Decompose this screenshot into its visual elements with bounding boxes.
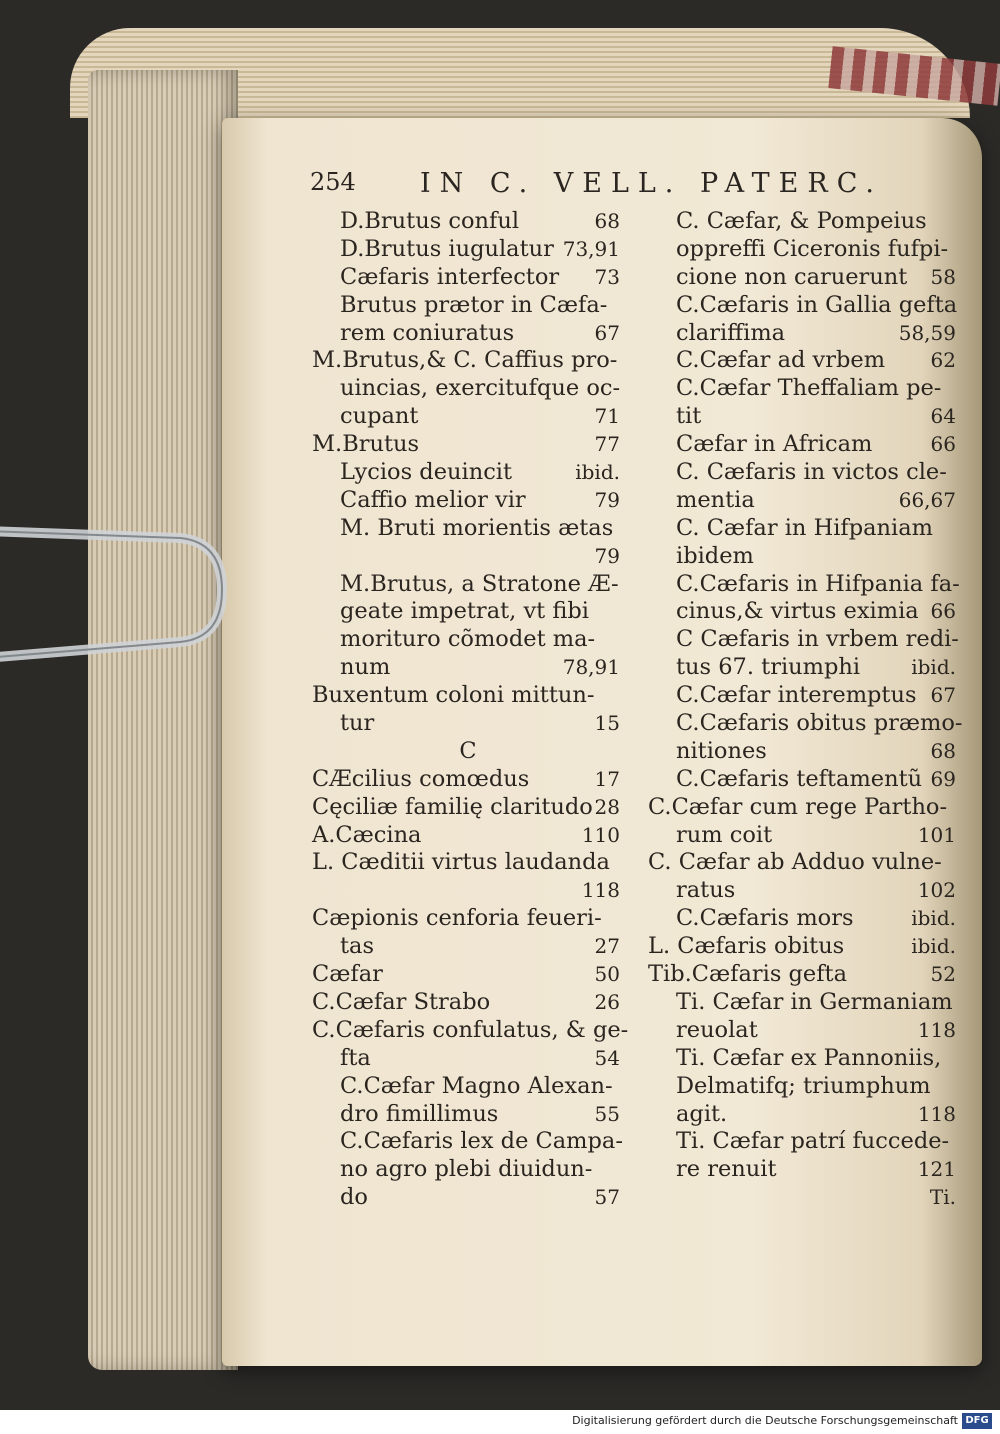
index-entry-page-ref: 121 — [917, 1157, 956, 1182]
index-entry-text: tas — [340, 933, 375, 960]
index-entry — [648, 1184, 960, 1212]
index-entry-text: C — [459, 737, 477, 764]
index-entry-text: re renuit — [676, 1156, 777, 1183]
index-entry-page-ref: 118 — [917, 1017, 956, 1042]
index-entry — [648, 1045, 960, 1073]
index-entry-text: M. Bruti morientis ætas — [340, 514, 614, 541]
index-entry — [648, 459, 960, 487]
index-entry — [648, 431, 960, 459]
index-entry — [312, 933, 624, 961]
index-entry-page-ref: 102 — [917, 878, 956, 903]
index-entry-text: M.Brutus, a Stratone Æ- — [340, 570, 619, 597]
index-entry-page-ref: 58 — [930, 264, 956, 289]
index-entry-text: D.Brutus iugulatur — [340, 235, 554, 262]
index-entry — [648, 905, 960, 933]
index-entry-page-ref: 58,59 — [898, 320, 956, 345]
index-entry-page-ref: 67 — [594, 320, 620, 345]
index-entry — [312, 375, 624, 403]
index-entry — [648, 487, 960, 515]
index-entry-page-ref: 118 — [581, 878, 620, 903]
index-entry — [312, 1073, 624, 1101]
index-entry-page-ref: 79 — [594, 543, 620, 568]
index-entry — [648, 1101, 960, 1129]
index-entry — [312, 515, 624, 543]
index-entry — [312, 905, 624, 933]
index-entry — [648, 515, 960, 543]
index-entry-text: Buxentum coloni mittun- — [312, 682, 595, 709]
index-entry-text: clariffima — [676, 319, 786, 346]
index-entry-text: ibidem — [676, 542, 754, 569]
index-entry — [312, 1101, 624, 1129]
index-entry — [312, 682, 624, 710]
index-entry-page-ref: 55 — [594, 1101, 620, 1126]
index-column-right — [648, 208, 963, 1212]
index-entry — [648, 571, 960, 599]
index-entry — [648, 849, 960, 877]
index-entry-page-ref: 52 — [930, 962, 956, 987]
index-entry — [312, 989, 624, 1017]
index-entry — [648, 403, 960, 431]
index-entry-page-ref: 26 — [594, 989, 620, 1014]
index-entry — [312, 347, 624, 375]
index-entry-page-ref: Ti. — [929, 1185, 956, 1210]
index-entry-page-ref: 17 — [594, 766, 620, 791]
index-entry-text: Tib.Cæfaris gefta — [648, 961, 848, 988]
index-entry — [312, 1184, 624, 1212]
index-entry — [312, 1128, 624, 1156]
index-entry-text: C.Cæfaris in Gallia gefta — [676, 291, 958, 318]
index-entry-text: num — [340, 654, 391, 681]
index-entry — [648, 543, 960, 571]
index-entry — [312, 738, 624, 766]
index-entry-text: do — [340, 1184, 368, 1211]
index-column-left — [312, 208, 629, 1212]
index-entry — [648, 375, 960, 403]
index-entry — [312, 543, 624, 571]
index-entry-page-ref: 68 — [594, 209, 620, 233]
index-entry-text: L. Cæditii virtus laudanda — [312, 849, 610, 876]
index-entry-page-ref: 62 — [930, 348, 956, 373]
index-entry — [648, 654, 960, 682]
index-entry-text: C.Cæfaris mors — [676, 905, 854, 932]
index-entry-text: D.Brutus conful — [340, 208, 520, 234]
index-entry-text: C Cæfaris in vrbem redi- — [676, 626, 959, 653]
index-entry — [312, 766, 624, 794]
index-entry — [648, 236, 960, 264]
index-entry-text: C.Cæfaris confulatus, & ge- — [312, 1016, 629, 1043]
index-entry-text: Caffio melior vir — [340, 486, 526, 513]
index-entry-text: CÆcilius comœdus — [312, 765, 530, 792]
index-entry — [312, 264, 624, 292]
index-entry-text: A.Cæcina — [312, 821, 422, 848]
index-entry-page-ref: 15 — [594, 711, 620, 736]
index-entry-text: C. Cæfar, & Pompeius — [676, 208, 927, 234]
index-entry — [312, 626, 624, 654]
index-entry-page-ref: 64 — [930, 404, 956, 429]
index-entry-page-ref: 57 — [594, 1185, 620, 1210]
index-entry — [648, 822, 960, 850]
index-entry-page-ref: 66 — [930, 432, 956, 457]
index-entry-text: cupant — [340, 403, 419, 430]
index-entry-text: C. Cæfaris in victos cle- — [676, 459, 947, 486]
index-entry-page-ref: ibid. — [911, 906, 956, 931]
index-entry — [312, 571, 624, 599]
index-entry — [648, 794, 960, 822]
footer-credit: Digitalisierung gefördert durch die Deutsche Forschungsgemeinschaft — [572, 1414, 958, 1427]
index-entry — [648, 320, 960, 348]
index-entry-text: no agro plebi diuidun- — [340, 1156, 593, 1183]
index-entry-page-ref: 50 — [594, 962, 620, 987]
index-entry-page-ref: 66,67 — [898, 487, 956, 512]
index-entry — [312, 822, 624, 850]
index-entry — [312, 877, 624, 905]
index-entry — [312, 236, 624, 264]
index-entry — [648, 933, 960, 961]
index-entry-text: L. Cæfaris obitus — [648, 933, 845, 960]
index-entry — [312, 403, 624, 431]
index-entry-text: C.Cæfaris obitus præmo- — [676, 710, 963, 737]
index-entry-text: C.Cæfaris in Hifpania fa- — [676, 570, 960, 597]
index-entry-page-ref: 68 — [930, 738, 956, 763]
index-entry-text: M.Brutus,& C. Caffius pro- — [312, 347, 618, 374]
index-entry — [648, 626, 960, 654]
index-entry — [648, 208, 960, 236]
book-fore-edge — [88, 70, 238, 1370]
index-entry — [312, 1045, 624, 1073]
index-entry-page-ref: ibid. — [911, 934, 956, 959]
index-entry-text: C. Cæfar in Hifpaniam — [676, 514, 933, 541]
index-entry-text: tur — [340, 710, 375, 737]
index-entry-page-ref: 79 — [594, 487, 620, 512]
index-entry — [648, 1128, 960, 1156]
index-entry-text: Cæfar — [312, 961, 383, 988]
index-entry-text: C.Cæfar Strabo — [312, 988, 491, 1015]
index-entry — [312, 710, 624, 738]
index-entry — [312, 292, 624, 320]
index-entry-text: C.Cæfaris lex de Campa- — [340, 1128, 623, 1155]
index-entry-text: reuolat — [676, 1016, 758, 1043]
index-entry-text: nitiones — [676, 737, 767, 764]
index-entry-page-ref: 66 — [930, 599, 956, 624]
index-entry-text: Ti. Cæfar ex Pannoniis, — [676, 1044, 942, 1071]
index-entry — [648, 1017, 960, 1045]
index-entry-text: Cæfar in Africam — [676, 431, 873, 458]
index-entry-page-ref: 27 — [594, 934, 620, 959]
metal-page-clip — [0, 520, 260, 680]
index-entry — [648, 877, 960, 905]
index-entry-page-ref: 69 — [930, 766, 956, 791]
index-entry-text: Cæpionis cenforia feueri- — [312, 905, 602, 932]
index-entry — [648, 598, 960, 626]
index-entry — [312, 208, 624, 236]
index-entry — [648, 1073, 960, 1101]
index-entry-page-ref: 118 — [917, 1101, 956, 1126]
index-entry-page-ref: 78,91 — [562, 655, 620, 680]
index-entry-text: morituro cõmodet ma- — [340, 626, 596, 653]
index-entry-page-ref: 28 — [594, 794, 620, 819]
index-entry-page-ref: ibid. — [911, 655, 956, 680]
index-entry-text: rem coniuratus — [340, 319, 515, 346]
index-entry-page-ref: 101 — [917, 822, 956, 847]
index-entry — [312, 794, 624, 822]
index-entry-page-ref: 73 — [594, 264, 620, 289]
index-entry-text: oppreffi Ciceronis fufpi- — [676, 235, 949, 262]
index-entry — [312, 654, 624, 682]
index-entry — [312, 961, 624, 989]
index-entry — [312, 1016, 629, 1045]
index-entry-text: C.Cæfar ad vrbem — [676, 347, 886, 374]
index-entry-text: C.Cæfar Magno Alexan- — [340, 1072, 613, 1099]
index-entry-text: C. Cæfar ab Adduo vulne- — [648, 849, 942, 876]
index-entry-text: Lycios deuincit — [340, 459, 513, 486]
index-entry — [648, 347, 960, 375]
index-entry-page-ref: ibid. — [575, 460, 620, 485]
index-entry-page-ref: 77 — [594, 432, 620, 457]
index-entry-page-ref: 67 — [930, 683, 956, 708]
index-entry-text: uincias, exercitufque oc- — [340, 375, 621, 402]
index-entry-text: Cæfaris interfector — [340, 263, 560, 290]
dfg-logo: DFG — [962, 1413, 992, 1429]
index-entry — [648, 1156, 960, 1184]
index-entry-text: ratus — [676, 877, 736, 904]
index-entry-text: tus 67. triumphi — [676, 654, 861, 681]
index-entry-text: Brutus prætor in Cæfa- — [340, 291, 608, 318]
index-entry — [312, 459, 624, 487]
index-entry-text: C.Cæfar Theffaliam pe- — [676, 375, 942, 402]
index-entry-page-ref: 71 — [594, 404, 620, 429]
index-entry — [312, 1156, 624, 1184]
index-entry — [312, 431, 624, 459]
index-entry — [648, 710, 963, 738]
index-entry-text: Cęciliæ familię claritudo — [312, 793, 593, 820]
index-entry — [312, 849, 624, 877]
index-entry — [648, 292, 960, 320]
index-entry-page-ref: 73,91 — [562, 236, 620, 261]
index-entry-text: cinus,& virtus eximia — [676, 598, 919, 625]
index-entry-text: geate impetrat, vt fibi — [340, 598, 589, 625]
index-entry-text: dro fimillimus — [340, 1100, 499, 1127]
index-entry-text: C.Cæfar interemptus — [676, 682, 917, 709]
index-entry-text: agit. — [676, 1100, 728, 1127]
page-number: 254 — [310, 168, 356, 196]
index-entry-text: cione non caruerunt — [676, 263, 908, 290]
index-entry-page-ref: 54 — [594, 1045, 620, 1070]
index-entry — [648, 989, 960, 1017]
index-entry-text: Ti. Cæfar in Germaniam — [676, 988, 953, 1015]
index-entry-text: C.Cæfar cum rege Partho- — [648, 793, 948, 820]
index-entry-text: rum coit — [676, 821, 773, 848]
index-entry — [648, 264, 960, 292]
index-entry — [312, 320, 624, 348]
index-entry — [312, 487, 624, 515]
index-entry-text: fta — [340, 1044, 371, 1071]
index-entry — [648, 766, 960, 794]
index-entry-text: tit — [676, 403, 702, 430]
index-entry — [648, 738, 960, 766]
index-entry-text: Delmatifq; triumphum — [676, 1072, 931, 1099]
index-entry — [648, 961, 960, 989]
running-header — [310, 168, 884, 208]
index-entry-text: mentia — [676, 486, 755, 513]
index-entry — [648, 682, 960, 710]
index-entry-page-ref: 110 — [581, 822, 620, 847]
index-entry — [312, 598, 624, 626]
index-entry-text: Ti. Cæfar patrí fuccede- — [676, 1128, 950, 1155]
running-title: IN C. VELL. PATERC. — [420, 168, 884, 199]
index-entry-text: C.Cæfaris teftamentũ — [676, 765, 923, 792]
footer-bar — [0, 1410, 1000, 1434]
index-entry-text: M.Brutus — [312, 431, 420, 458]
